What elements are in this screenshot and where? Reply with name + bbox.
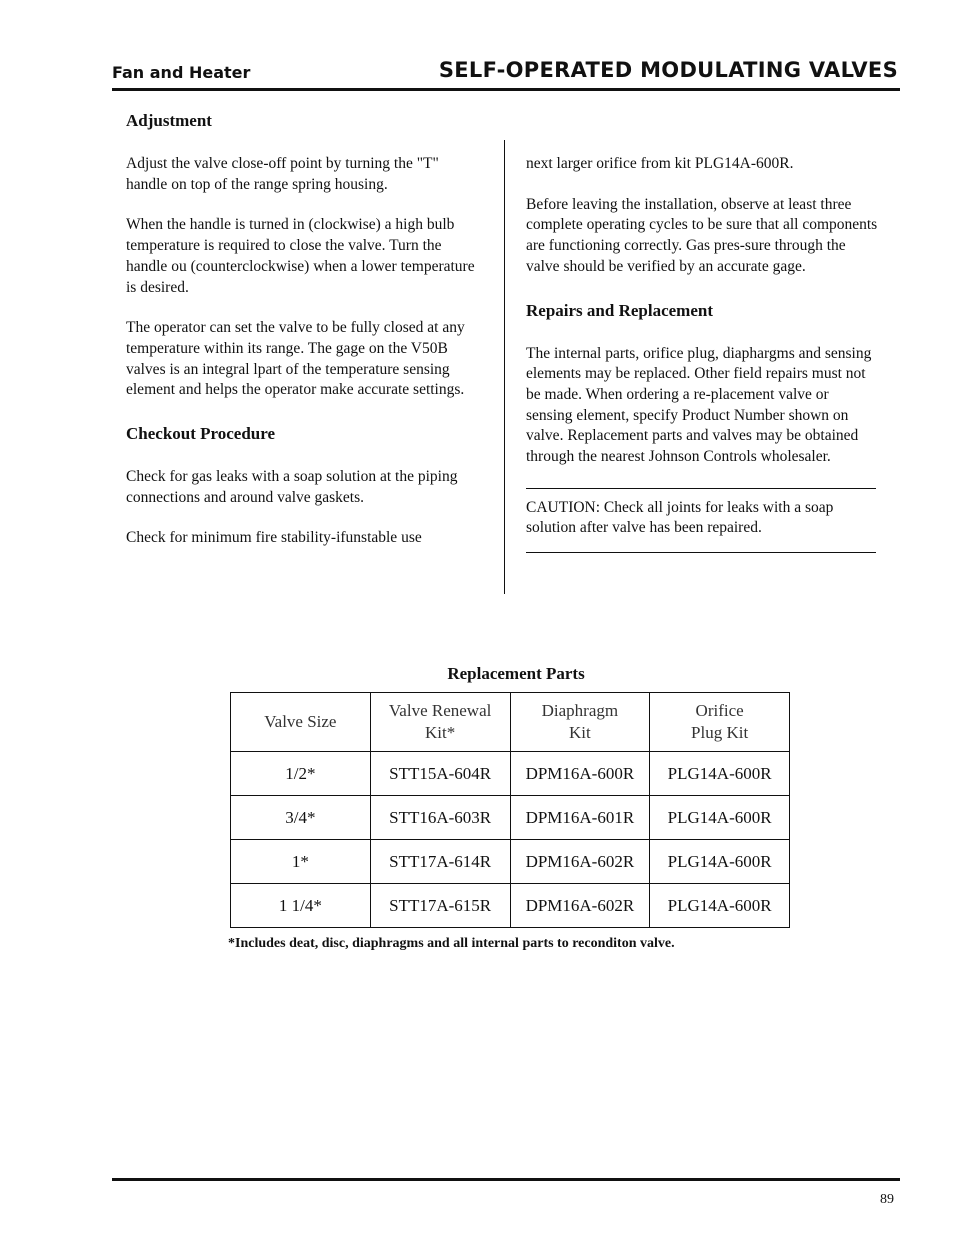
caution-box (526, 488, 876, 553)
table-cell: STT17A-615R (370, 884, 510, 928)
page-header (112, 52, 900, 91)
repairs-paragraph: The internal parts, orifice plug, diaphargms and sensing elements may be replaced. Other field repairs must not be made. When ordering a re-placement valve or sensing element, specify Product Number shown on valve. Replacement parts and valves may be obtained through the nearest Johnson Controls wholesaler. (526, 344, 872, 466)
table-row (231, 884, 790, 928)
table-row (231, 840, 790, 884)
table-footnote: *Includes deat, disc, diaphragms and all internal parts to reconditon valve. (228, 936, 675, 951)
header-valve-renewal-kit (370, 693, 510, 752)
column-divider (504, 140, 505, 594)
checkout-heading: Checkout Procedure (126, 424, 276, 444)
table-cell: PLG14A-600R (650, 796, 790, 840)
left-column (126, 108, 476, 569)
adjustment-paragraph-2: When the handle is turned in (clockwise) a high bulb temperature is required to close the valve. Turn the handle ou (counterclockwise) when a lower temperature is desired. (126, 216, 475, 296)
table-row (231, 796, 790, 840)
checkout-paragraph-2: Check for minimum fire stability-ifunstable use (126, 529, 422, 547)
page-number: 89 (880, 1192, 894, 1207)
section-name: Fan and Heater (112, 63, 251, 82)
page-title: SELF-OPERATED MODULATING VALVES (438, 58, 898, 82)
adjustment-paragraph-3: The operator can set the valve to be fully closed at any temperature within its range. The gage on the V50B valves is an integral lpart of the temperature sensing element and helps the operator make accurate settings. (126, 319, 465, 399)
table-cell: STT15A-604R (370, 752, 510, 796)
replacement-parts-section (230, 662, 790, 952)
right-column (526, 154, 878, 553)
table-cell: 3/4* (231, 796, 371, 840)
checkout-paragraph-1: Check for gas leaks with a soap solution at the piping connections and around valve gaskets. (126, 468, 458, 506)
table-cell: DPM16A-600R (510, 752, 650, 796)
observe-paragraph: Before leaving the installation, observe at least three complete operating cycles to be sure that all components are functioning correctly. Gas pres-sure through the valve should be verified by an accurate gage. (526, 195, 878, 275)
replacement-parts-table (230, 692, 790, 928)
footer-rule (112, 1178, 900, 1181)
table-row (231, 752, 790, 796)
adjustment-paragraph-1: Adjust the valve close-off point by turning the "T" handle on top of the range spring housing. (126, 155, 439, 193)
header-valve-size (231, 693, 371, 752)
header-line: Diaphragm (541, 701, 619, 720)
table-cell: DPM16A-602R (510, 884, 650, 928)
continued-paragraph: next larger orifice from kit PLG14A-600R. (526, 155, 794, 172)
header-orifice-plug-kit (650, 693, 790, 752)
caution-text: CAUTION: Check all joints for leaks with a soap solution after valve has been repaired. (526, 498, 834, 537)
table-cell: 1/2* (231, 752, 371, 796)
table-title: Replacement Parts (447, 664, 585, 683)
header-line: Valve Size (264, 712, 337, 731)
header-line: Plug Kit (691, 723, 749, 742)
table-cell: PLG14A-600R (650, 840, 790, 884)
header-line: Orifice (695, 701, 744, 720)
header-line: Kit* (425, 723, 456, 742)
table-cell: 1* (231, 840, 371, 884)
header-line: Kit (569, 723, 591, 742)
header-line: Valve Renewal (388, 701, 492, 720)
table-cell: DPM16A-601R (510, 796, 650, 840)
table-cell: PLG14A-600R (650, 884, 790, 928)
table-cell: PLG14A-600R (650, 752, 790, 796)
table-cell: DPM16A-602R (510, 840, 650, 884)
table-cell: STT17A-614R (370, 840, 510, 884)
header-diaphragm-kit (510, 693, 650, 752)
table-cell: 1 1/4* (231, 884, 371, 928)
repairs-heading: Repairs and Replacement (526, 300, 713, 320)
table-header-row (231, 693, 790, 752)
adjustment-heading: Adjustment (126, 111, 212, 130)
table-cell: STT16A-603R (370, 796, 510, 840)
